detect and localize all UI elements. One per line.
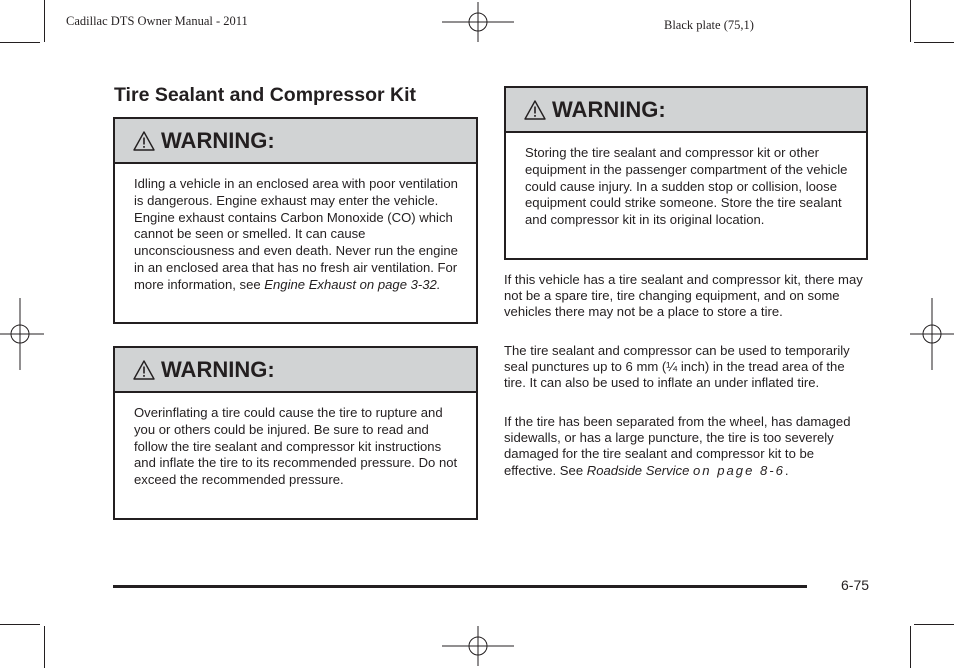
body-paragraph: The tire sealant and compressor can be used to temporarily seal punctures up to 6 mm (¼ inch) in the tread area of the tire. It can also be used to inflate an under inflated tire. xyxy=(504,343,850,391)
cross-reference-link[interactable]: Engine Exhaust on page 3-32. xyxy=(264,276,441,292)
header-manual-title: Cadillac DTS Owner Manual - 2011 xyxy=(66,14,248,28)
warning-label: WARNING: xyxy=(552,96,666,122)
cross-reference-link[interactable]: Roadside Service xyxy=(586,462,690,478)
crop-mark xyxy=(44,626,45,668)
crop-mark xyxy=(914,624,954,625)
warning-header xyxy=(115,348,476,393)
body-paragraph xyxy=(504,414,869,479)
warning-box xyxy=(113,346,478,520)
crop-mark xyxy=(0,624,40,625)
registration-mark-icon xyxy=(0,298,44,370)
footer-rule xyxy=(113,585,807,588)
warning-text xyxy=(115,164,476,294)
warning-box xyxy=(113,117,478,324)
crop-mark xyxy=(0,42,40,43)
header-plate-info: Black plate (75,1) xyxy=(664,18,754,32)
crop-mark xyxy=(914,42,954,43)
crop-mark xyxy=(910,626,911,668)
warning-label: WARNING: xyxy=(161,127,275,153)
registration-mark-icon xyxy=(910,298,954,370)
cross-reference-page[interactable]: on page 8-6 xyxy=(693,462,785,478)
warning-text: Overinflating a tire could cause the tire to rupture and you or others could be injured. Be sure to read and follow the tire sealant and compressor kit instructions and inflate the tire to its recommended pressure. Do not exceed the recommended pressure. xyxy=(134,405,458,488)
page-number: 6-75 xyxy=(841,577,870,593)
crop-mark xyxy=(44,0,45,42)
body-text-end: . xyxy=(784,462,789,478)
crop-mark xyxy=(910,0,911,42)
body-paragraph: If this vehicle has a tire sealant and compressor kit, there may not be a spare tire, tire changing equipment, and on some vehicles there may not be a place to store a tire. xyxy=(504,272,863,320)
warning-box xyxy=(504,86,868,260)
warning-header xyxy=(506,88,866,133)
warning-triangle-icon xyxy=(133,360,155,380)
warning-text: Storing the tire sealant and compressor kit or other equipment in the passenger compartment of the vehicle could cause injury. In a sudden stop or collision, loose equipment could strike someone. Store the tire sealant and compressor kit in its original location. xyxy=(525,145,848,228)
registration-mark-icon xyxy=(442,2,514,42)
section-title: Tire Sealant and Compressor Kit xyxy=(114,84,416,106)
warning-triangle-icon xyxy=(524,100,546,120)
warning-body: Idling a vehicle in an enclosed area with poor ventilation is dangerous. Engine exhaust may enter the vehicle. Engine exhaust contains Carbon Monoxide (CO) which cannot be seen or smelled. It can cause unconsciousness and even death. Never run the engine in an enclosed area that has no fresh air ventilation. For more information, see xyxy=(134,176,458,292)
body-text: If the tire has been separated from the wheel, has damaged sidewalls, or has a large puncture, the tire is too severely damaged for the tire sealant and compressor kit to be effective. See xyxy=(504,414,851,478)
warning-triangle-icon xyxy=(133,131,155,151)
registration-mark-icon xyxy=(442,626,514,666)
warning-header xyxy=(115,119,476,164)
warning-label: WARNING: xyxy=(161,356,275,382)
